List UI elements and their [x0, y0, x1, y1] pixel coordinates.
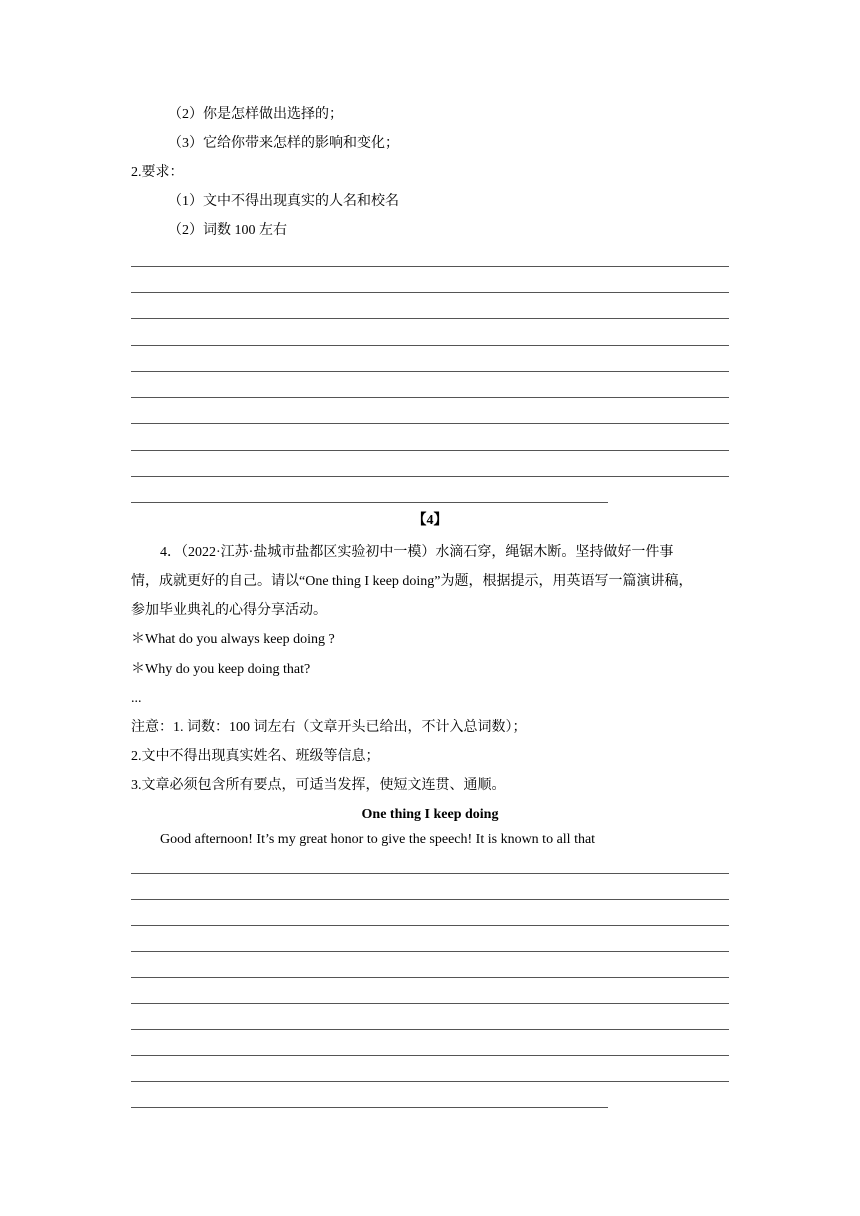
note-3: 3.文章必须包含所有要点，可适当发挥，使短文连贯、通顺。 [131, 778, 506, 793]
answer-line[interactable] [131, 1029, 729, 1030]
answer-line[interactable] [131, 925, 729, 926]
answer-line[interactable] [131, 1003, 729, 1004]
answer-line[interactable] [131, 1107, 608, 1108]
requirement-2: （2）词数 100 左右 [168, 223, 287, 238]
note-1: 注意：1. 词数：100 词左右（文章开头已给出，不计入总词数）； [131, 720, 527, 735]
prompt-2: ＊Why do you keep doing that? [131, 662, 311, 677]
note-2: 2.文中不得出现真实姓名、班级等信息； [131, 749, 380, 764]
essay-title: One thing I keep doing [361, 807, 499, 822]
ellipsis: ... [131, 691, 142, 706]
prompt-1: ＊What do you always keep doing ? [131, 632, 335, 647]
answer-line[interactable] [131, 423, 729, 424]
requirement-1: （1）文中不得出现真实的人名和校名 [168, 194, 399, 209]
part1-item3: （3）它给你带来怎样的影响和变化； [168, 136, 399, 151]
answer-line[interactable] [131, 899, 729, 900]
question-4-line-2: 情，成就更好的自己。请以“One thing I keep doing”为题，根据提示，用英语写一篇演讲稿， [131, 574, 693, 589]
part1-item2: （2）你是怎样做出选择的； [168, 107, 343, 122]
answer-line[interactable] [131, 1055, 729, 1056]
answer-line[interactable] [131, 318, 729, 319]
answer-line[interactable] [131, 476, 729, 477]
answer-line[interactable] [131, 977, 729, 978]
question-4-line-3: 参加毕业典礼的心得分享活动。 [131, 603, 327, 618]
section-label: 【4】 [412, 513, 448, 528]
answer-line[interactable] [131, 371, 729, 372]
answer-line[interactable] [131, 266, 729, 267]
answer-line[interactable] [131, 450, 729, 451]
answer-line[interactable] [131, 345, 729, 346]
answer-line[interactable] [131, 951, 729, 952]
answer-line[interactable] [131, 873, 729, 874]
question-4-line-1: 4．（2022·江苏·盐城市盐都区实验初中一模）水滴石穿，绳锯木断。坚持做好一件事 [160, 545, 674, 560]
requirements-title: 2.要求： [131, 165, 184, 180]
essay-start: Good afternoon! It’s my great honor to give the speech! It is known to all that [160, 832, 596, 847]
answer-line[interactable] [131, 292, 729, 293]
answer-line[interactable] [131, 502, 608, 503]
answer-line[interactable] [131, 397, 729, 398]
answer-line[interactable] [131, 1081, 729, 1082]
